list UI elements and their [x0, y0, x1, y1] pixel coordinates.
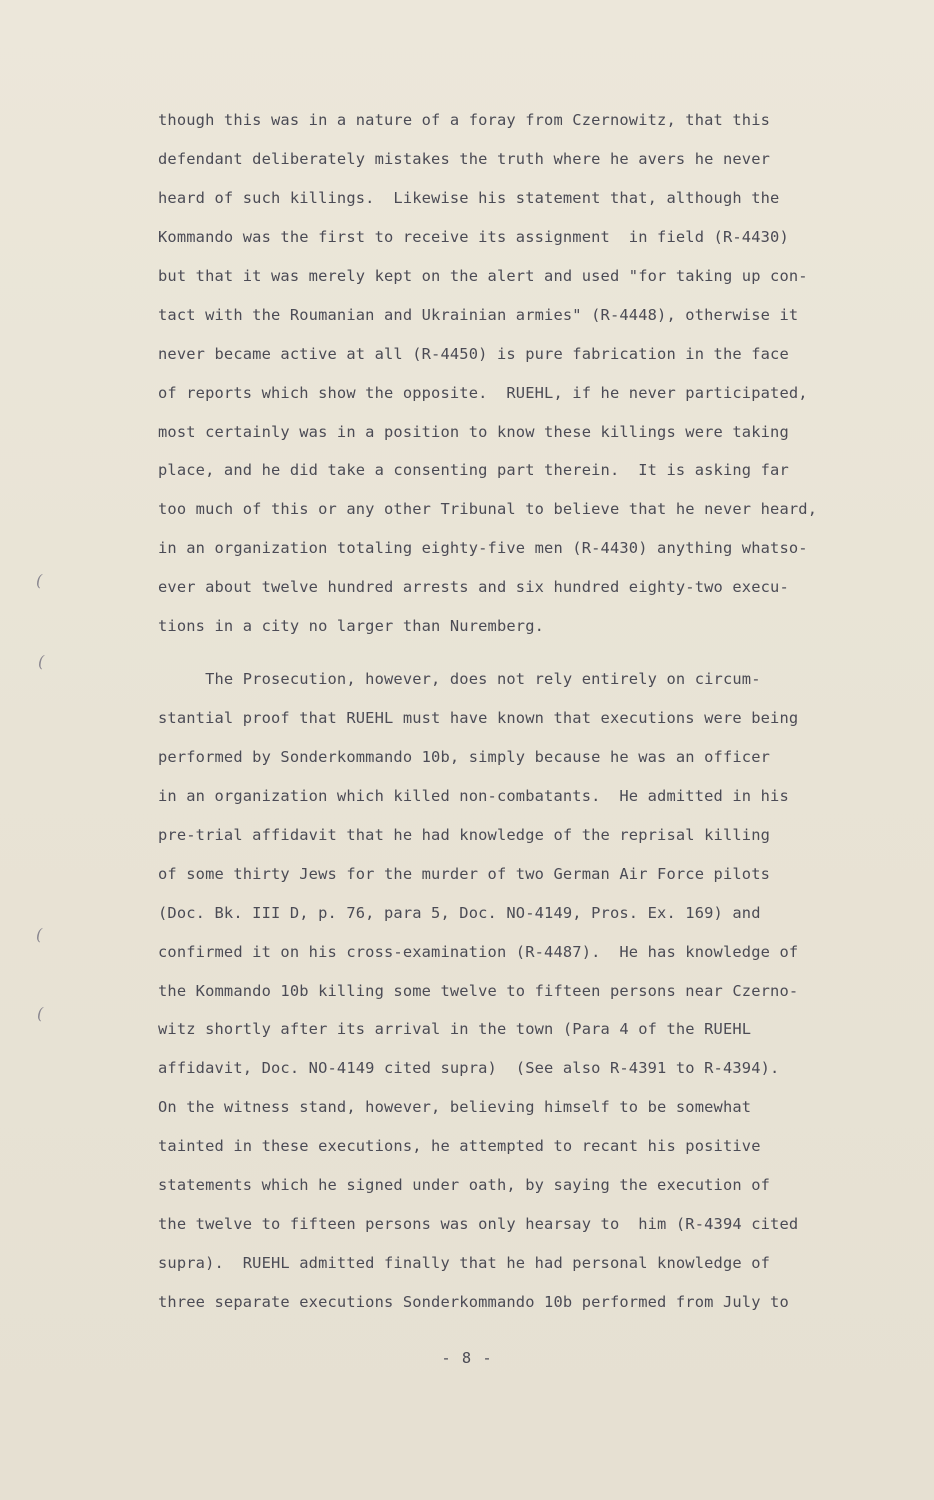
text-line: of some thirty Jews for the murder of two German Air Force pilots: [158, 865, 771, 883]
text-line: On the witness stand, however, believing himself to be somewhat: [158, 1098, 752, 1116]
text-line: in an organization which killed non-combatants. He admitted in his: [158, 787, 789, 805]
text-line: too much of this or any other Tribunal to believe that he never heard,: [158, 500, 818, 518]
text-line: Kommando was the first to receive its assignment in field (R-4430): [158, 228, 789, 246]
text-line: in an organization totaling eighty-five men (R-4430) anything whatso-: [158, 539, 808, 557]
text-line: (Doc. Bk. III D, p. 76, para 5, Doc. NO-4149, Pros. Ex. 169) and: [158, 904, 761, 922]
text-line: stantial proof that RUEHL must have known that executions were being: [158, 709, 799, 727]
text-line: most certainly was in a position to know these killings were taking: [158, 423, 789, 441]
text-line: tions in a city no larger than Nuremberg.: [158, 617, 545, 635]
text-line: confirmed it on his cross-examination (R-4487). He has knowledge of: [158, 943, 799, 961]
text-line: though this was in a nature of a foray from Czernowitz, that this: [158, 111, 771, 129]
text-line: place, and he did take a consenting part therein. It is asking far: [158, 461, 789, 479]
text-line: never became active at all (R-4450) is pure fabrication in the face: [158, 345, 789, 363]
text-line: three separate executions Sonderkommando 10b performed from July to: [158, 1293, 789, 1311]
text-line: affidavit, Doc. NO-4149 cited supra) (See also R-4391 to R-4394).: [158, 1059, 780, 1077]
text-line: pre-trial affidavit that he had knowledge of the reprisal killing: [158, 826, 771, 844]
margin-mark: (: [36, 925, 43, 944]
text-line: the twelve to fifteen persons was only hearsay to him (R-4394 cited: [158, 1215, 799, 1233]
text-line: The Prosecution, however, does not rely entirely on circum-: [158, 670, 761, 688]
text-line: ever about twelve hundred arrests and six hundred eighty-two execu-: [158, 578, 789, 596]
page-number: - 8 -: [441, 1349, 493, 1367]
margin-mark: (: [38, 652, 45, 671]
text-line: but that it was merely kept on the alert and used "for taking up con-: [158, 267, 808, 285]
text-line: tainted in these executions, he attempted to recant his positive: [158, 1137, 761, 1155]
text-line: performed by Sonderkommando 10b, simply because he was an officer: [158, 748, 771, 766]
text-line: of reports which show the opposite. RUEHL, if he never participated,: [158, 384, 808, 402]
text-line: defendant deliberately mistakes the truth where he avers he never: [158, 150, 771, 168]
text-line: statements which he signed under oath, by saying the execution of: [158, 1176, 771, 1194]
text-line: supra). RUEHL admitted finally that he had personal knowledge of: [158, 1254, 771, 1272]
text-line: tact with the Roumanian and Ukrainian armies" (R-4448), otherwise it: [158, 306, 799, 324]
text-line: witz shortly after its arrival in the town (Para 4 of the RUEHL: [158, 1020, 752, 1038]
text-line: heard of such killings. Likewise his statement that, although the: [158, 189, 780, 207]
margin-mark: (: [37, 1004, 44, 1023]
text-line: the Kommando 10b killing some twelve to fifteen persons near Czerno-: [158, 982, 799, 1000]
margin-mark: (: [36, 571, 43, 590]
